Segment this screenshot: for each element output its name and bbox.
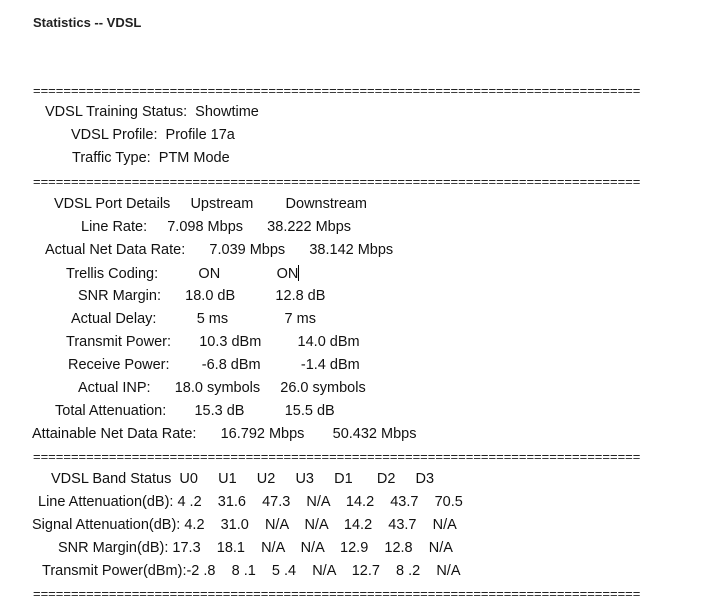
receive-power: Receive Power: -6.8 dBm -1.4 dBm bbox=[68, 357, 360, 373]
page-title: Statistics -- VDSL bbox=[33, 15, 142, 30]
signal-attenuation: Signal Attenuation(dB): 4.2 31.0 N/A N/A 14.2 43.7 N/A bbox=[32, 517, 457, 533]
actual-delay: Actual Delay: 5 ms 7 ms bbox=[71, 311, 316, 327]
trellis-coding bbox=[66, 265, 299, 282]
port-details-header: VDSL Port Details Upstream Downstream bbox=[54, 196, 367, 212]
line-rate: Line Rate: 7.098 Mbps 38.222 Mbps bbox=[81, 219, 352, 235]
text-cursor bbox=[298, 265, 299, 281]
vdsl-profile: VDSL Profile: Profile 17a bbox=[71, 127, 235, 143]
traffic-type: Traffic Type: PTM Mode bbox=[72, 150, 230, 166]
separator: ================================================================================ bbox=[33, 450, 641, 463]
separator: ================================================================================ bbox=[33, 175, 641, 188]
snr-margin: SNR Margin: 18.0 dB 12.8 dB bbox=[78, 288, 326, 304]
line-attenuation: Line Attenuation(dB): 4 .2 31.6 47.3 N/A 14.2 43.7 70.5 bbox=[38, 494, 463, 510]
band-snr-margin: SNR Margin(dB): 17.3 18.1 N/A N/A 12.9 12.8 N/A bbox=[58, 540, 453, 556]
actual-inp: Actual INP: 18.0 symbols 26.0 symbols bbox=[78, 380, 366, 396]
transmit-power: Transmit Power: 10.3 dBm 14.0 dBm bbox=[66, 334, 360, 350]
band-transmit-power: Transmit Power(dBm):-2 .8 8 .1 5 .4 N/A 12.7 8 .2 N/A bbox=[42, 563, 461, 579]
trellis-coding-text: Trellis Coding: ON ON bbox=[66, 266, 299, 282]
separator: ================================================================================ bbox=[33, 587, 641, 600]
attainable-net-data-rate: Attainable Net Data Rate: 16.792 Mbps 50.432 Mbps bbox=[32, 426, 417, 442]
total-attenuation: Total Attenuation: 15.3 dB 15.5 dB bbox=[55, 403, 335, 419]
actual-net-data-rate: Actual Net Data Rate: 7.039 Mbps 38.142 Mbps bbox=[45, 242, 394, 258]
separator: ================================================================================ bbox=[33, 84, 641, 97]
band-status-header: VDSL Band Status U0 U1 U2 U3 D1 D2 D3 bbox=[51, 471, 435, 487]
training-status: VDSL Training Status: Showtime bbox=[45, 104, 259, 120]
